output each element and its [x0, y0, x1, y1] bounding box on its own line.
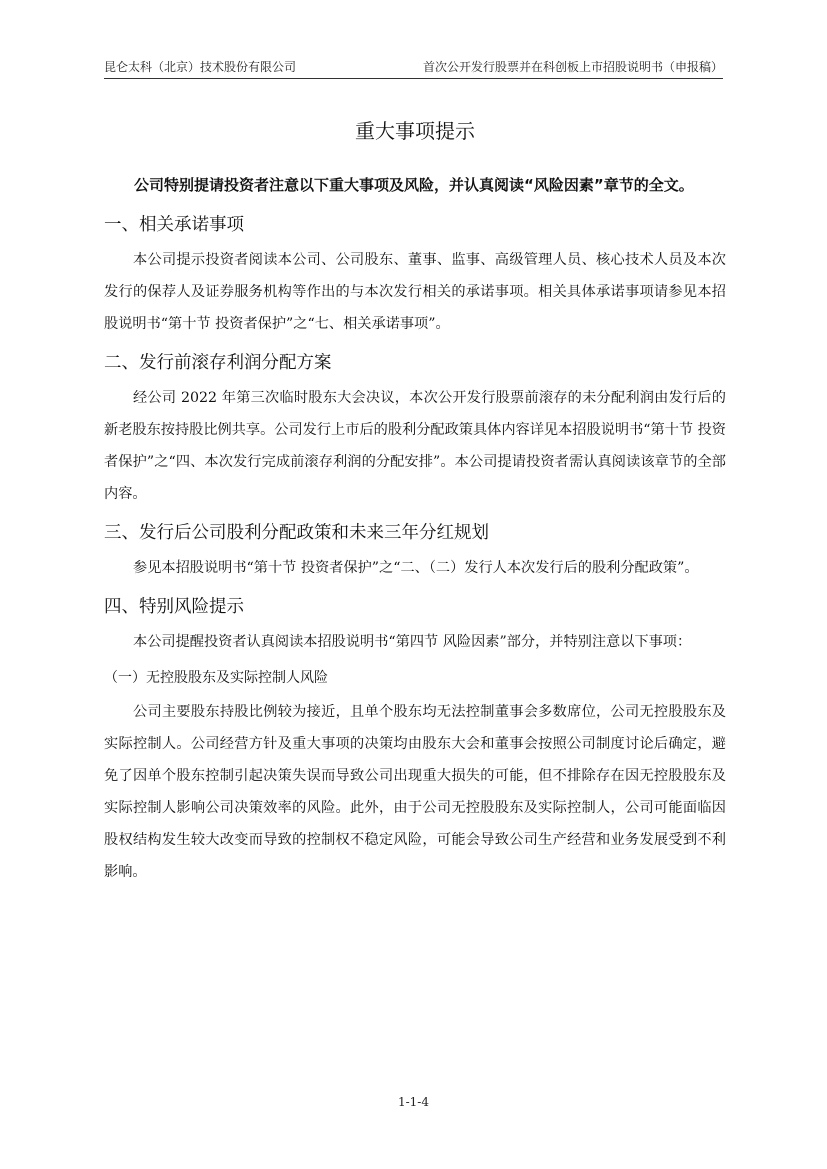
subsection-paragraph-no-controller: 公司主要股东持股比例较为接近，且单个股东均无法控制董事会多数席位，公司无控股股东及实际控制人。公司经营方针及重大事项的决策均由股东大会和董事会按照公司制度讨论后确定，避免了因单个股东控制引起决策失误而导致公司出现重大损失的可能，但不排除存在因无控股股东及实际控制人影响公司决策效率的风险。此外，由于公司无控股股东及实际控制人，公司可能面临因股权结构发生较大改变而导致的控制权不稳定风险，可能会导致公司生产经营和业务发展受到不利影响。 — [104, 704, 726, 880]
section-heading-risk-warning: 四、特别风险提示 — [104, 597, 244, 617]
section-paragraph-commitments: 本公司提示投资者阅读本公司、公司股东、董事、监事、高级管理人员、核心技术人员及本次发行的保荐人及证券服务机构等作出的与本次发行相关的承诺事项。相关具体承诺事项请参见本招股说明书“第十节 投资者保护”之“七、相关承诺事项”。 — [104, 252, 726, 332]
section-heading-retained-profit: 二、发行前滚存利润分配方案 — [104, 353, 332, 373]
section-heading-dividend-policy: 三、发行后公司股利分配政策和未来三年分红规划 — [104, 523, 489, 543]
header-company-name: 昆仑太科（北京）技术股份有限公司 — [104, 60, 297, 74]
page-header — [104, 58, 723, 78]
section-paragraph-dividend-policy: 参见本招股说明书“第十节 投资者保护”之“二、（二）发行人本次发行后的股利分配政策”。 — [133, 560, 699, 576]
header-document-title: 首次公开发行股票并在科创板上市招股说明书（申报稿） — [422, 60, 723, 74]
intro-notice: 公司特别提请投资者注意以下重大事项及风险，并认真阅读“风险因素”章节的全文。 — [134, 176, 694, 194]
page-title: 重大事项提示 — [355, 119, 475, 143]
section-paragraph-risk-warning: 本公司提醒投资者认真阅读本招股说明书“第四节 风险因素”部分，并特别注意以下事项： — [133, 634, 692, 650]
section-paragraph-retained-profit: 经公司 2022 年第三次临时股东大会决议，本次公开发行股票前滚存的未分配利润由发行后的新老股东按持股比例共享。公司发行上市后的股利分配政策具体内容详见本招股说明书“第十节 投资者保护”之“四、本次发行完成前滚存利润的分配安排”。本公司提请投资者需认真阅读该章节的全部内容。 — [104, 390, 726, 502]
section-heading-commitments: 一、相关承诺事项 — [104, 215, 244, 235]
header-divider — [104, 78, 723, 79]
page-number: 1-1-4 — [397, 1095, 429, 1109]
subsection-heading-no-controller: （一）无控股股东及实际控制人风险 — [104, 670, 328, 686]
document-body — [104, 110, 726, 892]
